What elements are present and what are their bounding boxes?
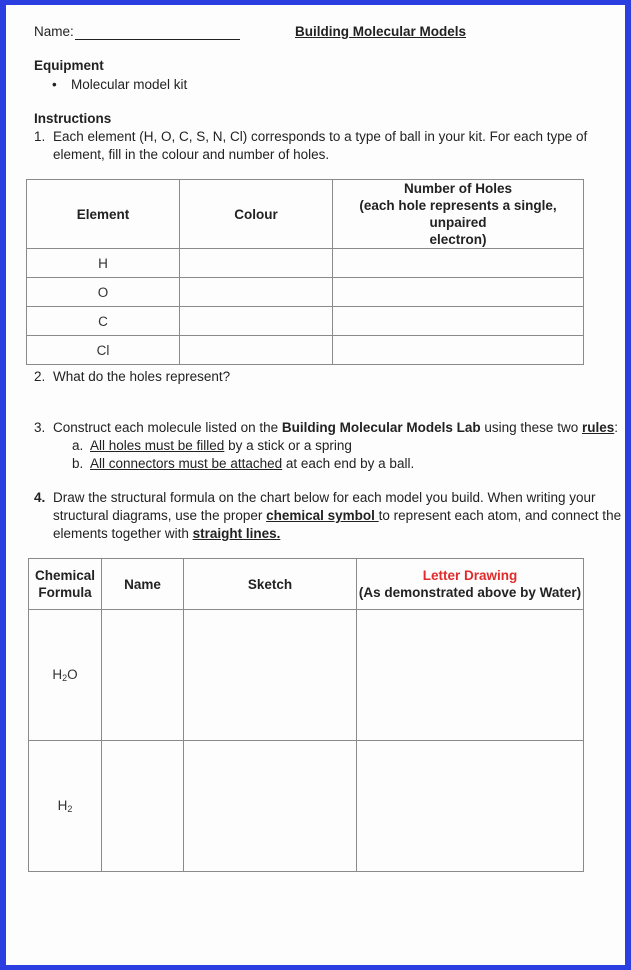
holes-cell[interactable]	[333, 307, 584, 336]
rule-a-label: a.	[72, 438, 84, 453]
element-cell: H	[27, 249, 180, 278]
rule-a-underlined: All holes must be filled	[90, 438, 225, 453]
formula-base: H	[57, 798, 68, 813]
element-table	[26, 179, 584, 365]
instructions-heading: Instructions	[34, 111, 112, 126]
header-colour: Colour	[180, 180, 333, 249]
rule-a	[90, 437, 352, 455]
header-sketch: Sketch	[184, 559, 357, 610]
chemical-symbol-text: chemical symbol	[266, 508, 379, 523]
step4-line2-pre: structural diagrams, use the proper	[53, 508, 267, 523]
rules-word: rules	[581, 420, 615, 435]
table-row	[29, 741, 584, 872]
header-chemical-formula	[29, 559, 102, 610]
table-row	[27, 249, 584, 278]
rule-b	[90, 455, 414, 473]
page-title: Building Molecular Models	[295, 24, 467, 39]
letter-header-line2: (As demonstrated above by Water)	[358, 585, 582, 600]
colour-cell[interactable]	[180, 336, 333, 365]
formula-subscript: 2	[67, 804, 73, 814]
step4-line3	[53, 525, 280, 543]
holes-cell[interactable]	[333, 278, 584, 307]
formula-subscript: 2	[62, 673, 68, 683]
step4-line1: Draw the structural formula on the chart below for each model you build. When writing your	[53, 490, 596, 505]
rule-b-label: b.	[72, 456, 84, 471]
step4-line3-pre: elements together with	[53, 526, 193, 541]
bullet-icon: •	[52, 77, 57, 92]
formula-cell	[29, 741, 102, 872]
molecule-table-header	[29, 559, 584, 610]
formula-cell	[29, 610, 102, 741]
step3-line	[53, 419, 618, 437]
holes-cell[interactable]	[333, 249, 584, 278]
colour-cell[interactable]	[180, 249, 333, 278]
header-letter-drawing	[357, 559, 584, 610]
formula-tail: O	[67, 667, 78, 682]
equipment-item: Molecular model kit	[71, 77, 188, 92]
formula-base: H	[52, 667, 63, 682]
element-table-header	[27, 180, 584, 249]
element-cell: Cl	[27, 336, 180, 365]
lab-name: Building Molecular Models Lab	[281, 420, 481, 435]
element-cell: O	[27, 278, 180, 307]
holes-cell[interactable]	[333, 336, 584, 365]
name-cell[interactable]	[102, 741, 184, 872]
step4-line2	[53, 507, 621, 525]
step2-number: 2.	[34, 369, 46, 384]
name-line	[75, 25, 240, 40]
step3-post: :	[614, 420, 618, 435]
holes-header-line2: (each hole represents a single, unpaired	[359, 198, 557, 230]
formula-header-line2: Formula	[38, 585, 92, 600]
element-cell: C	[27, 307, 180, 336]
letter-header-line1: Letter Drawing	[422, 568, 518, 583]
step3-mid: using these two	[480, 420, 582, 435]
step2-text: What do the holes represent?	[53, 369, 231, 384]
name-cell[interactable]	[102, 610, 184, 741]
table-row	[29, 610, 584, 741]
rule-b-underlined: All connectors must be attached	[90, 456, 283, 471]
colour-cell[interactable]	[180, 307, 333, 336]
step1-number: 1.	[34, 129, 46, 144]
rule-b-rest: at each end by a ball.	[282, 456, 415, 471]
header-number-of-holes	[333, 180, 584, 249]
formula-header-line1: Chemical	[34, 568, 96, 583]
letter-drawing-cell[interactable]	[357, 610, 584, 741]
straight-lines-text: straight lines.	[192, 526, 281, 541]
sketch-cell[interactable]	[184, 741, 357, 872]
rule-a-rest: by a stick or a spring	[224, 438, 352, 453]
step4-line2-post: to represent each atom, and connect the	[378, 508, 622, 523]
header-name: Name	[102, 559, 184, 610]
molecule-table	[28, 558, 584, 872]
colour-cell[interactable]	[180, 278, 333, 307]
worksheet-page	[6, 5, 625, 965]
name-label: Name:	[34, 24, 74, 39]
equipment-heading: Equipment	[34, 58, 104, 73]
table-row	[27, 307, 584, 336]
step4-number: 4.	[34, 490, 46, 505]
sketch-cell[interactable]	[184, 610, 357, 741]
step3-pre: Construct each molecule listed on the	[53, 420, 282, 435]
holes-header-line3: electron)	[429, 232, 487, 247]
header-element: Element	[27, 180, 180, 249]
letter-drawing-cell[interactable]	[357, 741, 584, 872]
holes-header-line1: Number of Holes	[403, 181, 512, 196]
step1-line1: Each element (H, O, C, S, N, Cl) corresponds to a type of ball in your kit. For each type of	[53, 129, 588, 144]
step1-line2: element, fill in the colour and number of holes.	[53, 147, 330, 162]
table-row	[27, 278, 584, 307]
step3-number: 3.	[34, 420, 46, 435]
table-row	[27, 336, 584, 365]
